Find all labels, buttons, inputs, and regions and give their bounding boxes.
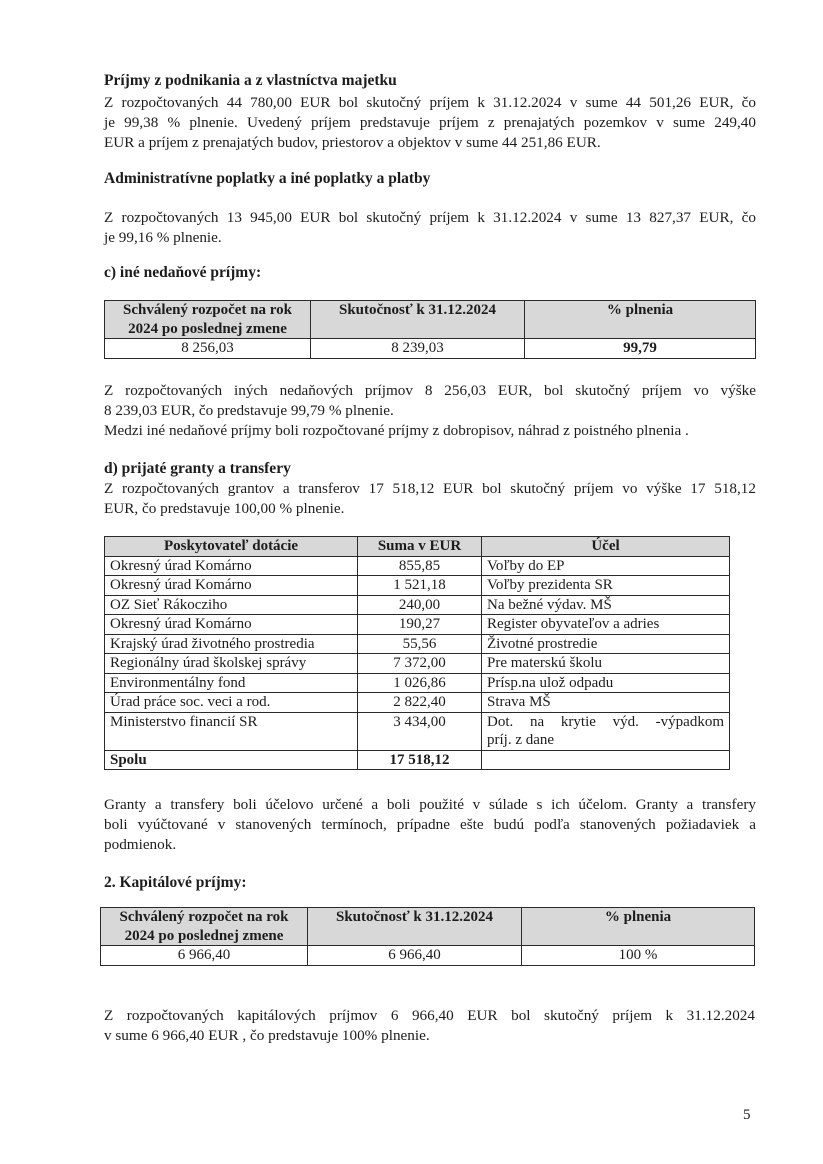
table-cell: Na bežné výdav. MŠ (482, 595, 730, 615)
section-heading-granty: d) prijaté granty a transfery (104, 460, 291, 477)
text-line: Medzi iné nedaňové príjmy boli rozpočtované príjmy z dobropisov, náhrad z poistného plnenia . (104, 421, 689, 439)
table-cell: Voľby prezidenta SR (482, 576, 730, 596)
table-cell: Voľby do EP (482, 556, 730, 576)
text-line: 8 239,03 EUR, čo predstavuje 99,79 % plnenie. (104, 401, 394, 419)
table-cell: 8 256,03 (105, 339, 311, 359)
header-line: Schválený rozpočet na rok (119, 909, 289, 925)
paragraph-podnikanie (104, 93, 756, 152)
paragraph-ine-nedanove (104, 381, 756, 440)
table-row (105, 595, 730, 615)
table-cell: Spolu (105, 750, 358, 770)
paragraph-granty-pouzitie (104, 795, 756, 854)
table-cell: 855,85 (358, 556, 482, 576)
text-line: Z rozpočtovaných 13 945,00 EUR bol skutočný príjem k 31.12.2024 v sume 13 827,37 EUR, čo (104, 209, 756, 226)
table-cell: Okresný úrad Komárno (105, 576, 358, 596)
table-cell: Regionálny úrad školskej správy (105, 654, 358, 674)
section-heading-podnikanie: Príjmy z podnikania a z vlastníctva majetku (104, 72, 397, 89)
table-cell: 99,79 (525, 339, 756, 359)
table-cell: Pre materskú školu (482, 654, 730, 674)
table-cell: Úrad práce soc. veci a rod. (105, 693, 358, 713)
table-cell: 240,00 (358, 595, 482, 615)
table-cell: Strava MŠ (482, 693, 730, 713)
table-row (105, 576, 730, 596)
table-row (105, 634, 730, 654)
text-line: boli vyúčtované v stanovených termínoch, prípadne ešte budú podľa stanovených požiadaviek a (104, 815, 756, 833)
text-line: podmienok. (104, 835, 177, 853)
table-header-cell: % plnenia (525, 301, 756, 339)
table-header-cell (101, 908, 308, 946)
table-header-cell: Účel (482, 537, 730, 557)
table-cell (482, 750, 730, 770)
table-row (105, 673, 730, 693)
table-header-cell: Skutočnosť k 31.12.2024 (308, 908, 522, 946)
table-cell: 1 521,18 (358, 576, 482, 596)
table-header-cell: Suma v EUR (358, 537, 482, 557)
text-line: je 99,16 % plnenie. (104, 228, 222, 246)
table-cell: 1 026,86 (358, 673, 482, 693)
table-cell: 7 372,00 (358, 654, 482, 674)
table-cell: 6 966,40 (101, 946, 308, 966)
page-number: 5 (743, 1107, 751, 1123)
header-line: 2024 po poslednej zmene (128, 320, 287, 337)
table-cell: 2 822,40 (358, 693, 482, 713)
table-row (105, 693, 730, 713)
table-cell: Okresný úrad Komárno (105, 556, 358, 576)
table-cell: 8 239,03 (311, 339, 525, 359)
table-header-cell: Poskytovateľ dotácie (105, 537, 358, 557)
text-line: Granty a transfery boli účelovo určené a boli použité v súlade s ich účelom. Granty a transfery (104, 796, 756, 813)
table-cell: 6 966,40 (308, 946, 522, 966)
table-cell: 3 434,00 (358, 712, 482, 750)
table-cell: Register obyvateľov a adries (482, 615, 730, 635)
table-cell: Environmentálny fond (105, 673, 358, 693)
section-heading-kapitalove: 2. Kapitálové príjmy: (104, 874, 247, 891)
table-header-cell: Skutočnosť k 31.12.2024 (311, 301, 525, 339)
table-cell: Životné prostredie (482, 634, 730, 654)
text-line: Z rozpočtovaných grantov a transferov 17 518,12 EUR bol skutočný príjem vo výške 17 518,12 (104, 480, 756, 497)
table-cell: 17 518,12 (358, 750, 482, 770)
table-cell: Okresný úrad Komárno (105, 615, 358, 635)
table-cell: Prísp.na ulož odpadu (482, 673, 730, 693)
table-cell: 100 % (522, 946, 755, 966)
text-line: Z rozpočtovaných 44 780,00 EUR bol skutočný príjem k 31.12.2024 v sume 44 501,26 EUR, čo (104, 94, 756, 111)
table-cell: OZ Sieť Rákocziho (105, 595, 358, 615)
table-kapitalove-prijmy (100, 907, 755, 966)
text-line: EUR a príjem z prenajatých budov, priestorov a objektov v sume 44 251,86 EUR. (104, 133, 601, 151)
table-header-cell: % plnenia (522, 908, 755, 946)
text-line: v sume 6 966,40 EUR , čo predstavuje 100% plnenie. (104, 1026, 430, 1044)
table-total-row (105, 750, 730, 770)
table-cell: Krajský úrad životného prostredia (105, 634, 358, 654)
cell-line: príj. z dane (487, 732, 555, 748)
table-row (105, 654, 730, 674)
table-cell: 190,27 (358, 615, 482, 635)
paragraph-granty (104, 479, 756, 519)
text-line: Z rozpočtovaných kapitálových príjmov 6 966,40 EUR bol skutočný príjem k 31.12.2024 (104, 1007, 755, 1024)
table-granty-transfery (104, 536, 730, 770)
table-header-cell (105, 301, 311, 339)
header-line: Schválený rozpočet na rok (122, 302, 293, 318)
text-line: EUR, čo predstavuje 100,00 % plnenie. (104, 499, 345, 517)
text-line: je 99,38 % plnenie. Uvedený príjem predstavuje príjem z prenajatých pozemkov v sume 249,40 (104, 113, 756, 131)
paragraph-kapitalove (104, 1006, 755, 1046)
table-row (105, 615, 730, 635)
header-line: 2024 po poslednej zmene (124, 927, 284, 944)
table-cell: 55,56 (358, 634, 482, 654)
table-ine-nedanove-prijmy (104, 300, 756, 359)
table-cell (482, 712, 730, 750)
section-heading-poplatky: Administratívne poplatky a iné poplatky a platby (104, 170, 431, 187)
section-heading-ine-nedanove: c) iné nedaňové príjmy: (104, 264, 262, 281)
cell-line: Dot. na krytie výd. -výpadkom (487, 713, 724, 730)
table-cell: Ministerstvo financií SR (105, 712, 358, 750)
table-row (105, 712, 730, 750)
paragraph-poplatky (104, 208, 756, 248)
text-line: Z rozpočtovaných iných nedaňových príjmov 8 256,03 EUR, bol skutočný príjem vo výške (104, 382, 756, 399)
table-row (105, 556, 730, 576)
